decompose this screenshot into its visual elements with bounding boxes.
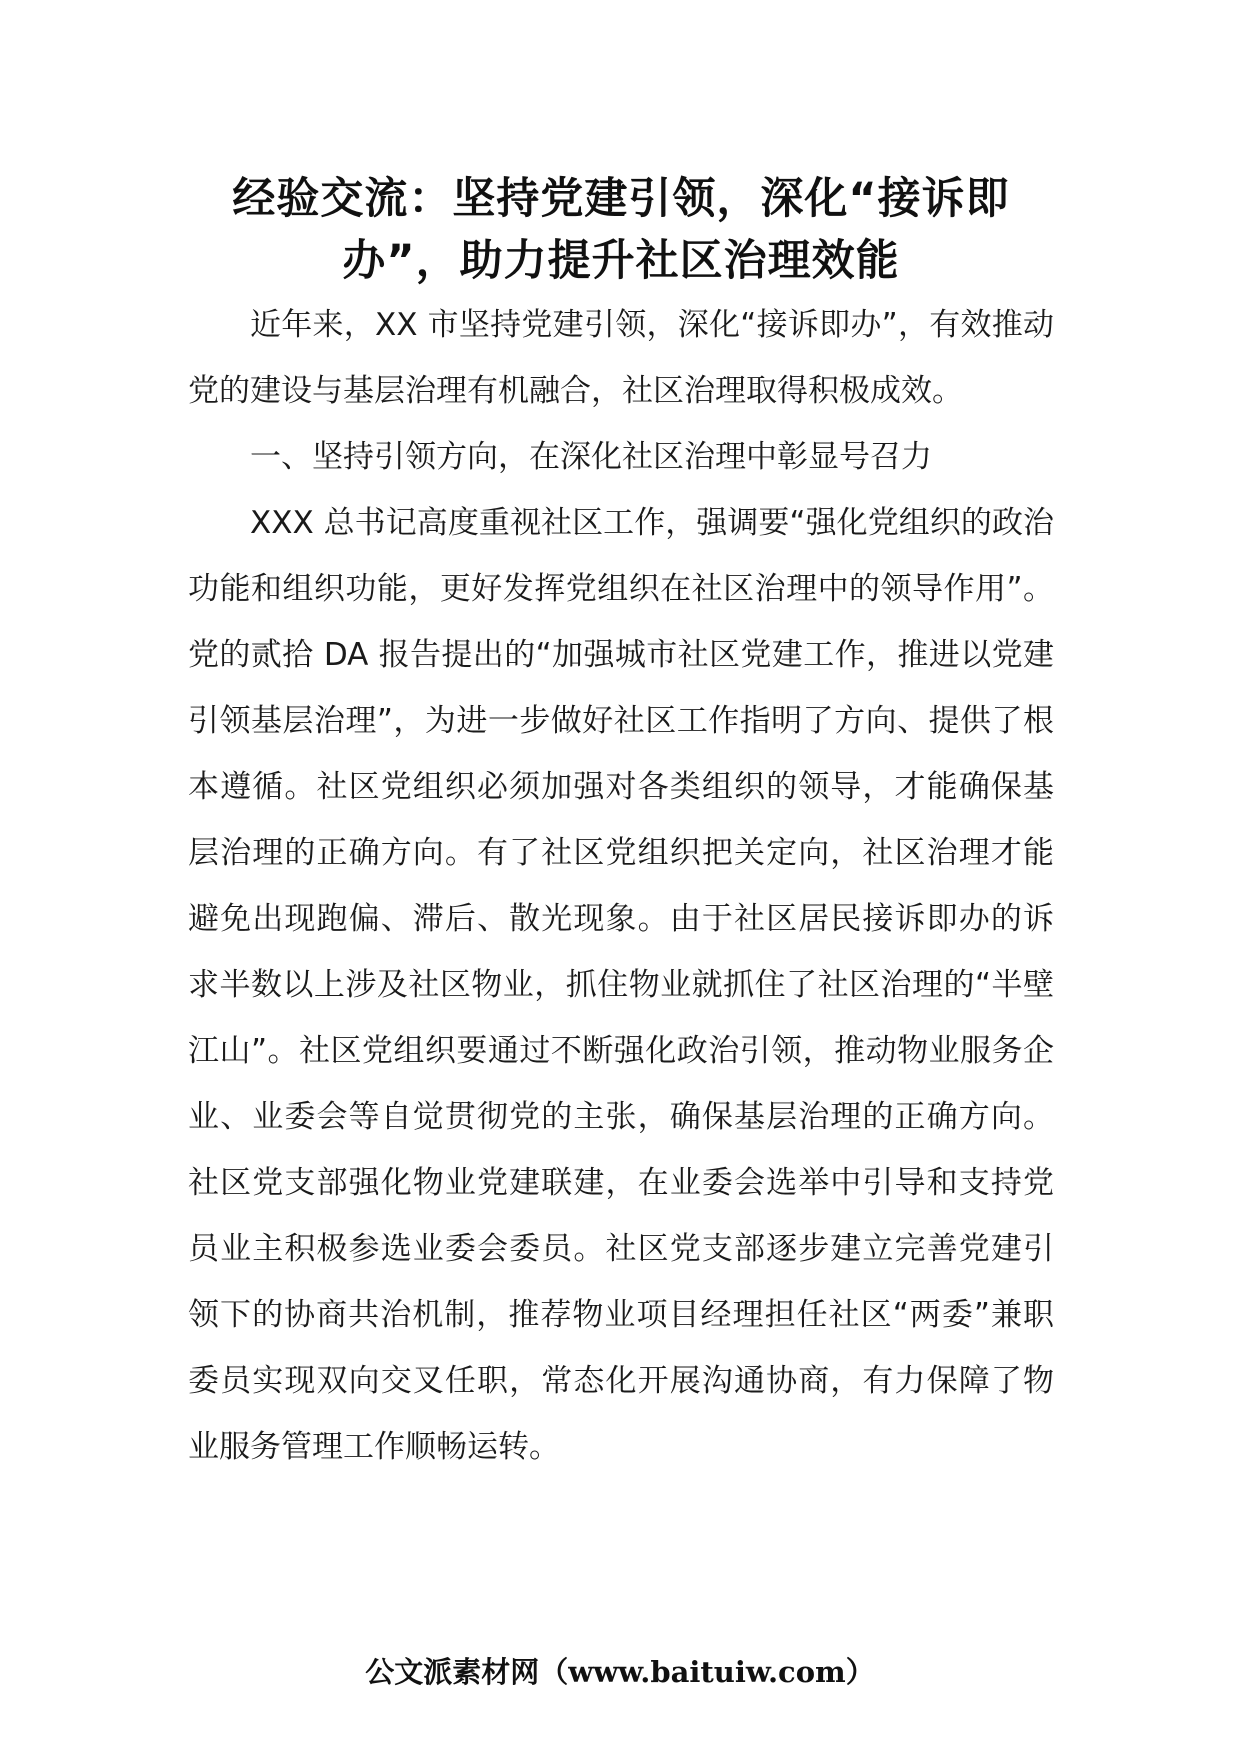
section-heading-1: 一、坚持引领方向，在深化社区治理中彰显号召力	[250, 439, 932, 475]
title-line-1: 经验交流：坚持党建引领，深化“接诉即	[232, 174, 1010, 224]
document-page	[188, 168, 1054, 1480]
document-title	[188, 168, 1054, 292]
body-paragraph: XXX 总书记高度重视社区工作，强调要“强化党组织的政治功能和组织功能，更好发挥党组织在社区治理中的领导作用”。党的贰拾 DA 报告提出的“加强城市社区党建工作，推进以党建引领基层治理”，为进一步做好社区工作指明了方向、提供了根本遵循。社区党组织必须加强对各类组织的领导，才能确保基层治理的正确方向。有了社区党组织把关定向，社区治理才能避免出现跑偏、滞后、散光现象。由于社区居民接诉即办的诉求半数以上涉及社区物业，抓住物业就抓住了社区治理的“半壁江山”。社区党组织要通过不断强化政治引领，推动物业服务企业、业委会等自觉贯彻党的主张，确保基层治理的正确方向。社区党支部强化物业党建联建，在业委会选举中引导和支持党员业主积极参选业委会委员。社区党支部逐步建立完善党建引领下的协商共治机制，推荐物业项目经理担任社区“两委”兼职委员实现双向交叉任职，常态化开展沟通协商，有力保障了物业服务管理工作顺畅运转。	[188, 505, 1054, 1465]
footer-watermark: 公文派素材网（www.baituiw.com）	[365, 1655, 875, 1689]
intro-paragraph: 近年来，XX 市坚持党建引领，深化“接诉即办”，有效推动党的建设与基层治理有机融合，社区治理取得积极成效。	[188, 307, 1054, 409]
title-line-2: 办”，助力提升社区治理效能	[342, 236, 900, 286]
